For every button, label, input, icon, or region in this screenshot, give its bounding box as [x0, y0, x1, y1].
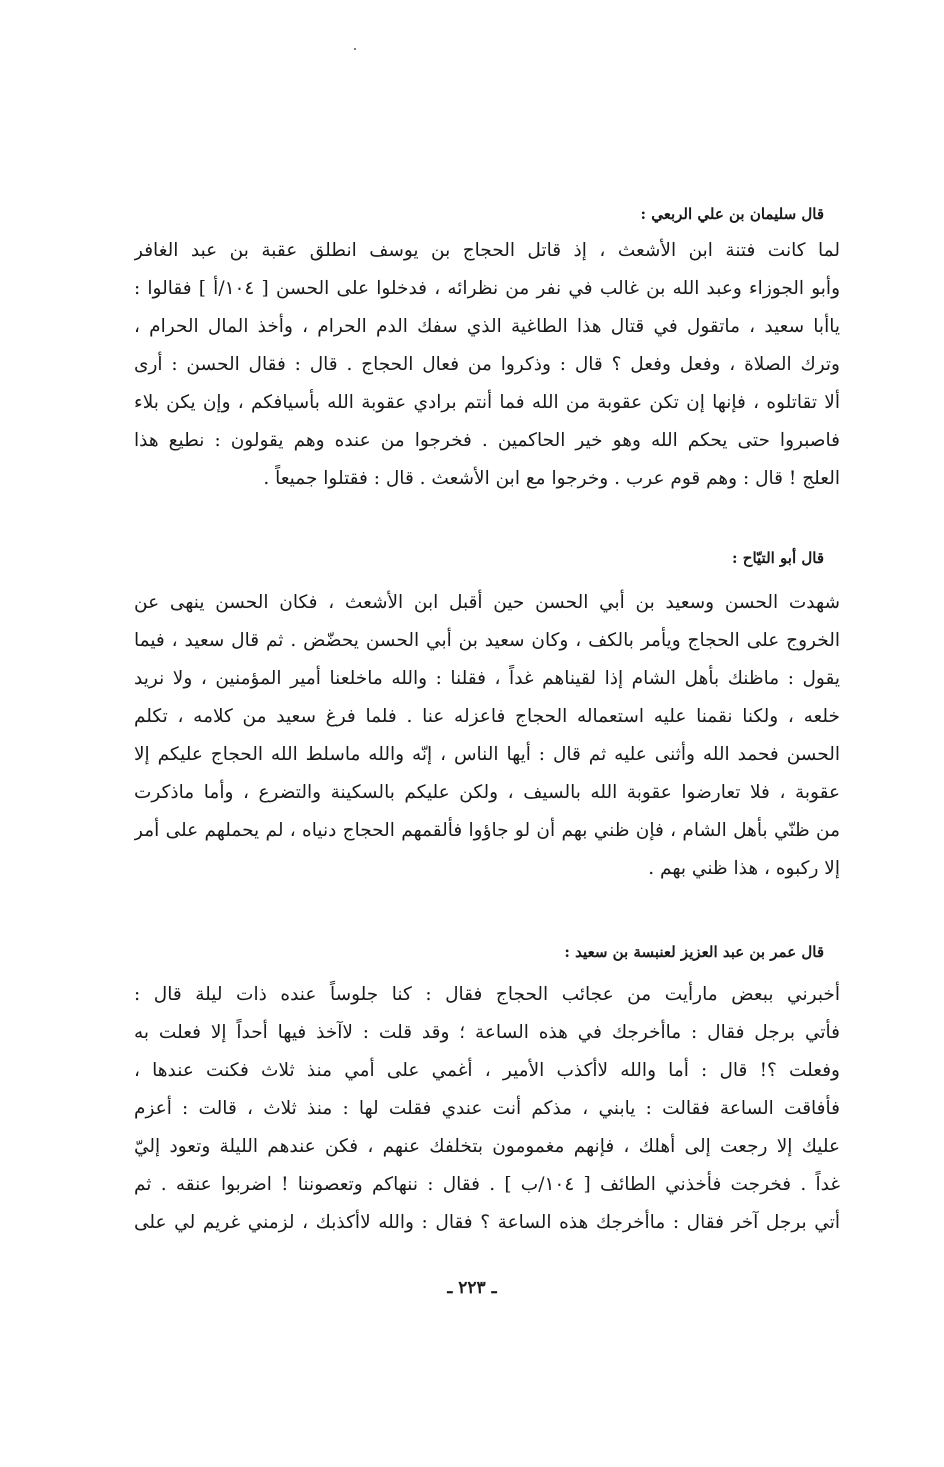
paragraph-1 — [134, 232, 840, 498]
scan-speck — [354, 48, 356, 50]
text-line: وأبو الجوزاء وعبد الله بن غالب في نفر من نظرائه ، فدخلوا على الحسن [ ١٠٤/أ ] فقالوا : — [134, 278, 840, 299]
text-line: الخروج على الحجاج ويأمر بالكف ، وكان سعيد بن أبي الحسن يحضّض . ثم قال سعيد ، فيما — [134, 630, 840, 651]
text-line: شهدت الحسن وسعيد بن أبي الحسن حين أقبل ابن الأشعث ، فكان الحسن ينهى عن — [134, 592, 840, 613]
text-line: فاصبروا حتى يحكم الله وهو خير الحاكمين . فخرجوا من عنده وهم يقولون : نطيع هذا — [134, 430, 840, 451]
text-line: وترك الصلاة ، وفعل وفعل ؟ قال : وذكروا من فعال الحجاج . قال : فقال الحسن : أرى — [134, 354, 840, 375]
text-line: أتي برجل آخر فقال : ماأخرجك هذه الساعة ؟ فقال : والله لاأكذبك ، لزمني غريم لي على — [134, 1212, 840, 1233]
page-number: ـ ٢٢٣ ـ — [447, 1278, 497, 1298]
paragraph-3-text — [134, 976, 840, 1242]
text-line: يقول : ماظنك بأهل الشام إذا لقيناهم غداً ، فقلنا : والله ماخلعنا أمير المؤمنين ، ولا نريد — [134, 668, 840, 689]
paragraph-3 — [134, 976, 840, 1242]
section-heading-1: قال سليمان بن علي الربعي : — [640, 205, 824, 223]
text-line: فأفاقت الساعة فقالت : يابني ، مذكم أنت عندي فقلت لها : منذ ثلاث ، قالت : أعزم — [134, 1098, 840, 1119]
text-line: العلج ! قال : وهم قوم عرب . وخرجوا مع ابن الأشعث . قال : فقتلوا جميعاً . — [263, 468, 840, 489]
paragraph-2 — [134, 584, 840, 888]
paragraph-2-text — [134, 584, 840, 888]
text-line: أخبرني ببعض مارأيت من عجائب الحجاج فقال : كنا جلوساً عنده ذات ليلة قال : — [134, 984, 840, 1005]
text-line: ياأبا سعيد ، ماتقول في قتال هذا الطاغية الذي سفك الدم الحرام ، وأخذ المال الحرام ، — [134, 316, 840, 337]
text-line: عقوبة ، فلا تعارضوا عقوبة الله بالسيف ، ولكن عليكم بالسكينة والتضرع ، وأما ماذكرت — [134, 782, 840, 803]
text-line: إلا ركبوه ، هذا ظني بهم . — [648, 858, 840, 879]
text-line: عليك إلا رجعت إلى أهلك ، فإنهم مغمومون بتخلفك عنهم ، فكن عندهم الليلة وتعود إليّ — [134, 1136, 840, 1157]
section-heading-2: قال أبو التيّاح : — [732, 549, 824, 567]
text-line: الحسن فحمد الله وأثنى عليه ثم قال : أيها الناس ، إنّه والله ماسلط الله الحجاج عليكم إلا — [134, 744, 840, 765]
text-line: لما كانت فتنة ابن الأشعث ، إذ قاتل الحجاج بن يوسف انطلق عقبة بن عبد الغافر — [134, 240, 840, 261]
section-heading-3: قال عمر بن عبد العزيز لعنبسة بن سعيد : — [564, 943, 824, 961]
text-line: من ظنّي بأهل الشام ، فإن ظني بهم أن لو جاؤوا فألقمهم الحجاج دنياه ، لم يحملهم على أمر — [134, 820, 840, 841]
text-line: غداً . فخرجت فأخذني الطائف [ ١٠٤/ب ] . فقال : ننهاكم وتعصوننا ! اضربوا عنقه . ثم — [134, 1174, 840, 1195]
text-line: خلعه ، ولكنا نقمنا عليه استعماله الحجاج فاعزله عنا . فلما فرغ سعيد من كلامه ، تكلم — [134, 706, 840, 727]
text-line: فأتي برجل فقال : ماأخرجك في هذه الساعة ؛ وقد قلت : لاآخذ فيها أحداً إلا فعلت به — [134, 1022, 840, 1043]
paragraph-1-text — [134, 232, 840, 498]
text-line: ألا تقاتلوه ، فإنها إن تكن عقوبة من الله فما أنتم برادي عقوبة الله بأسيافكم ، وإن يكن بلاء — [134, 392, 840, 413]
text-line: وفعلت ؟! قال : أما والله لاأكذب الأمير ، أغمي على أمي منذ ثلاث فكنت عندها ، — [134, 1060, 840, 1081]
